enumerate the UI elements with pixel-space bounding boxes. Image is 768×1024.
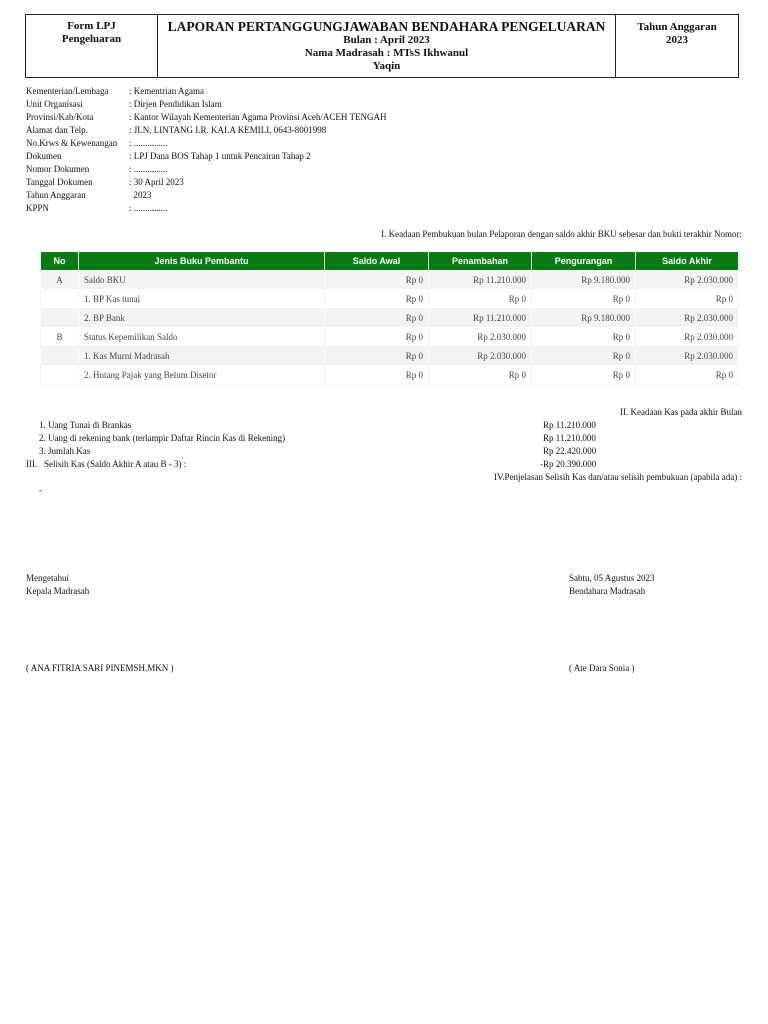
- cell-no: B: [41, 328, 79, 347]
- info-label: Tanggal Dokumen: [26, 177, 93, 187]
- year-value: 2023: [666, 34, 688, 46]
- school-line1: Nama Madrasah : MTsS Ikhwanul: [304, 47, 469, 59]
- cell-no: [41, 290, 79, 309]
- cell-no: [41, 366, 79, 385]
- info-row: [26, 202, 387, 215]
- table-row: [41, 328, 739, 347]
- info-value: 2023: [129, 190, 152, 200]
- signature-left: [26, 572, 89, 598]
- column-header-jenis: Jenis Buku Pembantu: [79, 252, 325, 271]
- cell-pengurangan: Rp 9.180.000: [532, 309, 636, 328]
- cell-saldo-awal: Rp 0: [325, 347, 429, 366]
- info-label: Dokumen: [26, 151, 62, 161]
- kas-value: Rp 11.210.000: [543, 433, 596, 443]
- cell-pengurangan: Rp 0: [532, 290, 636, 309]
- cell-penambahan: Rp 0: [429, 290, 532, 309]
- cell-penambahan: Rp 0: [429, 366, 532, 385]
- cell-penambahan: Rp 11.210.000: [429, 309, 532, 328]
- main-title-cell: [158, 15, 616, 77]
- cell-saldo-akhir: Rp 2.030.000: [636, 347, 739, 366]
- cell-jenis: 1. Kas Murni Madrasah: [79, 347, 325, 366]
- cell-jenis: 2. BP Bank: [79, 309, 325, 328]
- kas-label: 2. Uang di rekening bank (terlampir Daftar Rincin Kas di Rekening): [39, 433, 286, 443]
- school-line2: Yaqin: [372, 60, 401, 72]
- form-title-line2: Pengeluaran: [61, 33, 122, 45]
- cell-penambahan: Rp 2.030.000: [429, 328, 532, 347]
- info-row: [26, 150, 387, 163]
- kas-value: Rp 11.210.000: [543, 420, 596, 430]
- cell-penambahan: Rp 2.030.000: [429, 347, 532, 366]
- info-value: : Kantor Wilayah Kementerian Agama Provinsi Aceh/ACEH TENGAH: [129, 112, 387, 122]
- table-row: [41, 347, 739, 366]
- selisih-label: III. Selisih Kas (Saldo Akhir A atau B - 3) :: [26, 459, 187, 469]
- kepala-madrasah-label: Kepala Madrasah: [26, 586, 90, 596]
- info-value: : ...............: [129, 164, 168, 174]
- cell-saldo-awal: Rp 0: [325, 366, 429, 385]
- table-header-row: [41, 252, 739, 271]
- buku-pembantu-table: [40, 251, 739, 385]
- cell-saldo-awal: Rp 0: [325, 309, 429, 328]
- kepala-name: ( ANA FITRIA SARI PINEMSH.MKN ): [26, 663, 174, 673]
- table-row: [41, 366, 739, 385]
- info-value: : 30 April 2023: [129, 177, 184, 187]
- cell-saldo-awal: Rp 0: [325, 328, 429, 347]
- info-label: Kementerian/Lembaga: [26, 86, 109, 96]
- info-row: [26, 176, 387, 189]
- info-label: Alamat dan Telp.: [26, 125, 88, 135]
- info-label: KPPN: [26, 203, 50, 213]
- cell-pengurangan: Rp 0: [532, 328, 636, 347]
- cell-no: [41, 309, 79, 328]
- cell-saldo-awal: Rp 0: [325, 271, 429, 290]
- cell-no: A: [41, 271, 79, 290]
- cell-pengurangan: Rp 0: [532, 347, 636, 366]
- cell-pengurangan: Rp 9.180.000: [532, 271, 636, 290]
- table-row: [41, 309, 739, 328]
- cell-saldo-akhir: Rp 2.030.000: [636, 328, 739, 347]
- info-row: [26, 137, 387, 150]
- cell-saldo-awal: Rp 0: [325, 290, 429, 309]
- mengetahui-label: Mengetahui: [26, 573, 69, 583]
- year-label: Tahun Anggaran: [637, 21, 717, 33]
- info-label: Nomor Dokumen: [26, 164, 90, 174]
- cell-saldo-akhir: Rp 0: [636, 290, 739, 309]
- year-cell: [616, 15, 738, 77]
- info-row: [26, 111, 387, 124]
- info-row: [26, 98, 387, 111]
- cell-jenis: Status Kepemilikan Saldo: [79, 328, 325, 347]
- info-value: : ...............: [129, 203, 168, 213]
- cell-jenis: Saldo BKU: [79, 271, 325, 290]
- bendahara-name: ( Ate Dara Sonia ): [569, 663, 635, 673]
- info-label: Unit Organisasi: [26, 99, 83, 109]
- cell-penambahan: Rp 11.210.000: [429, 271, 532, 290]
- info-value: : JLN. LINTANG I.R. KALA KEMILI, 0643-8001998: [129, 125, 327, 135]
- column-header-saldo-akhir: Saldo Akhir: [636, 252, 739, 271]
- cell-saldo-akhir: Rp 2.030.000: [636, 271, 739, 290]
- signature-right: [569, 572, 655, 598]
- info-value: : Dirjen Pendidikan Islam: [129, 99, 222, 109]
- form-title-cell: [26, 15, 158, 77]
- cell-jenis: 1. BP Kas tunai: [79, 290, 325, 309]
- section1-heading: I. Keadaan Pembukuan bulan Pelaporan dengan saldo akhir BKU sebesar dan bukti terakhir Nomor:: [381, 229, 742, 239]
- info-row: [26, 163, 387, 176]
- section2-heading: II. Keadaan Kas pada akhir Bulan: [620, 407, 742, 417]
- info-value: : LPJ Dana BOS Tahap 1 untuk Pencairan Tahap 2: [129, 151, 311, 161]
- section4-note: -: [39, 485, 42, 495]
- main-title: LAPORAN PERTANGGUNGJAWABAN BENDAHARA PENGELUARAN: [167, 19, 606, 34]
- column-header-saldo-awal: Saldo Awal: [325, 252, 429, 271]
- cell-jenis: 2. Hutang Pajak yang Belum Disetor: [79, 366, 325, 385]
- signature-date: Sabtu, 05 Agustus 2023: [569, 573, 655, 583]
- kas-value: Rp 22.420.000: [543, 446, 597, 456]
- column-header-penambahan: Penambahan: [429, 252, 532, 271]
- table-row: [41, 271, 739, 290]
- bendahara-label: Bendahara Madrasah: [569, 586, 646, 596]
- table-row: [41, 290, 739, 309]
- info-value: : ...............: [129, 138, 168, 148]
- info-row: [26, 124, 387, 137]
- report-header: [25, 14, 739, 78]
- info-value: : Kementrian Agama: [129, 86, 204, 96]
- kas-label: 1. Uang Tunai di Brankas: [39, 420, 132, 430]
- selisih-value: -Rp 20.390.000: [540, 459, 597, 469]
- month-line: Bulan : April 2023: [343, 34, 430, 46]
- cell-saldo-akhir: Rp 2.030.000: [636, 309, 739, 328]
- info-row: [26, 189, 387, 202]
- cell-saldo-akhir: Rp 0: [636, 366, 739, 385]
- info-label: No.Krws & Kewenangan: [26, 138, 118, 148]
- info-label: Tahun Anggaran: [26, 190, 86, 200]
- info-row: [26, 85, 387, 98]
- cell-no: [41, 347, 79, 366]
- info-label: Provinsi/Kab/Kota: [26, 112, 94, 122]
- kas-label: 3. Jumlah Kas: [39, 446, 91, 456]
- form-title-line1: Form LPJ: [67, 20, 116, 32]
- section4-heading: IV.Penjelasan Selisih Kas dan/atau selisih pembukuan (apabila ada) :: [493, 472, 742, 482]
- column-header-no: No: [41, 252, 79, 271]
- info-block: [26, 85, 387, 215]
- column-header-pengurangan: Pengurangan: [532, 252, 636, 271]
- cell-pengurangan: Rp 0: [532, 366, 636, 385]
